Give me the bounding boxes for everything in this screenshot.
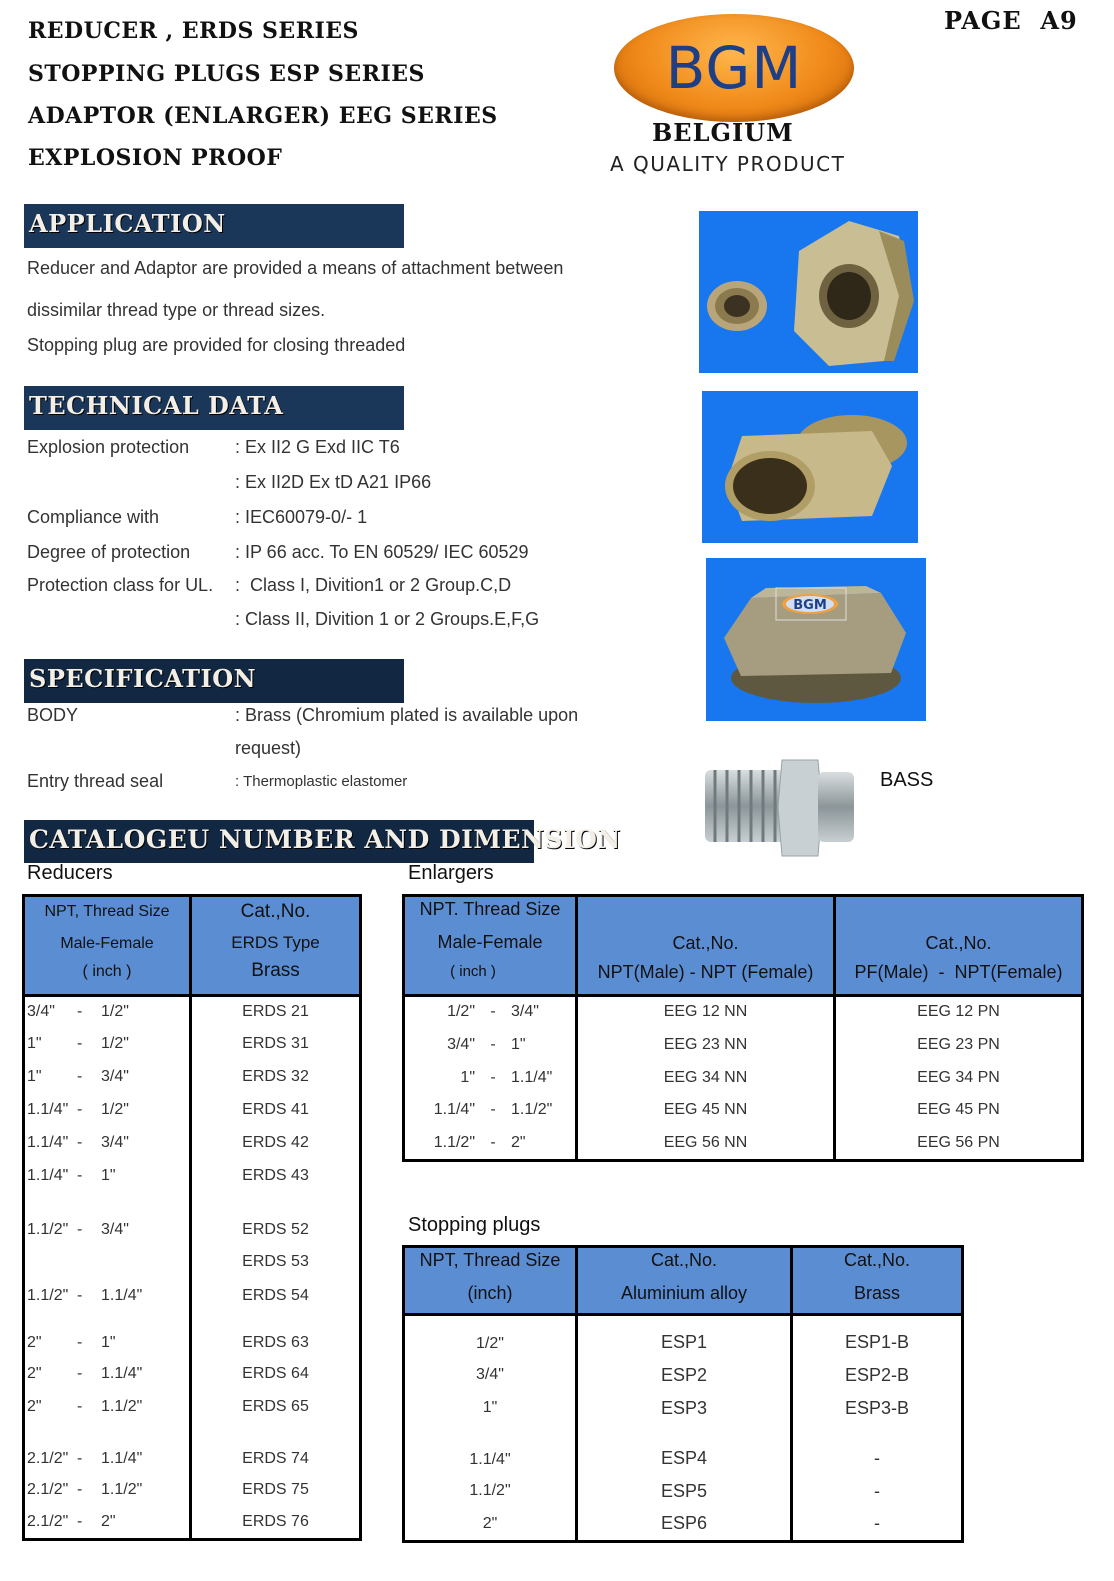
tech-label: Protection class for UL. [27,575,214,595]
header-line: Male-Female [437,932,543,952]
male-size: 1.1/2" [27,1220,69,1238]
header-line: PF(Male) - NPT(Female) [854,962,1063,982]
cat-number-brass: - [874,1447,880,1468]
male-size: 1.1/2" [27,1286,69,1304]
cat-number: ERDS 74 [242,1449,309,1467]
plug-size: 1" [482,1399,498,1416]
cat-number-alu: ESP3 [660,1397,708,1418]
size-cell [405,1069,575,1087]
reducer-row [24,1127,361,1160]
female-size: 1/2" [101,1101,129,1118]
application-heading: APPLICATION [24,204,404,248]
female-size: 3/4" [511,1003,539,1021]
plug-row [404,1425,963,1475]
reducer-row [24,1358,361,1391]
size-dash: - [490,1035,496,1053]
header-title-1: REDUCER , ERDS SERIES [28,18,359,44]
enlarger-row [404,1127,1083,1161]
cat-number-brass: ESP1-B [844,1331,910,1352]
specification-heading: SPECIFICATION [24,659,404,703]
cat-number-nn: EEG 34 NN [663,1068,748,1086]
header-line: Cat.,No. [650,1250,718,1270]
header-line: Cat.,No. [925,933,992,953]
size-cell [25,1134,189,1152]
stopping-plugs-table [402,1245,964,1543]
cat-number: ERDS 75 [242,1481,309,1498]
size-cell [25,1287,189,1305]
plug-row [404,1475,963,1508]
stopping-plugs-title: Stopping plugs [408,1214,541,1236]
bass-fitting-illustration [700,752,860,862]
header-line: ( inch ) [82,963,132,980]
enlargers-header-nn [577,896,835,996]
cat-number-nn: EEG 56 NN [663,1133,748,1151]
tech-value: : Ex II2 G Exd IIC T6 [235,437,400,457]
size-cell [25,1398,189,1416]
plug-size: 2" [482,1514,498,1532]
cat-number: ERDS 41 [242,1101,309,1118]
male-size: 2.1/2" [27,1449,69,1467]
size-cell [405,1134,575,1152]
header-title-3: ADAPTOR (ENLARGER) EEG SERIES [28,103,498,129]
female-size: 3/4" [101,1220,129,1238]
spec-label: BODY [27,705,79,725]
size-dash: - [490,1068,496,1086]
size-cell [25,1365,189,1383]
size-cell [405,1101,575,1119]
size-dash: - [77,1398,83,1415]
spec-value-cont: request) [235,738,302,758]
female-size: 2" [511,1133,526,1151]
tech-label: Compliance with [27,507,160,527]
application-line-2: dissimilar thread type or thread sizes. [27,300,326,320]
application-line-3: Stopping plug are provided for closing threaded [27,335,406,355]
male-size: 1.1/2" [433,1133,475,1151]
female-size: 3/4" [101,1068,129,1085]
male-size: 1.1/4" [27,1167,69,1184]
header-line: NPT(Male) - NPT (Female) [597,962,814,982]
plug-size: 3/4" [476,1366,504,1383]
header-line: Male-Female [60,935,154,952]
tech-label: Explosion protection [27,437,190,457]
size-cell [25,1167,189,1185]
size-dash: - [77,1333,83,1351]
size-dash: - [77,1481,83,1498]
female-size: 3/4" [101,1134,129,1151]
plug-size: 1/2" [476,1334,504,1352]
plug-size: 1.1/2" [469,1482,511,1499]
size-dash: - [490,1101,496,1118]
cat-number: ERDS 52 [242,1220,309,1238]
cat-number-brass: - [874,1513,880,1534]
cat-number: ERDS 21 [242,1003,309,1021]
size-cell [25,1481,189,1499]
large-reducer [794,221,914,366]
reducer-row [24,1061,361,1094]
size-dash: - [490,1133,496,1151]
stopping-plug-photo [706,558,926,721]
female-size: 1.1/2" [511,1101,553,1118]
cat-number-pn: EEG 56 PN [917,1133,1000,1151]
male-size: 3/4" [27,1003,55,1021]
size-dash: - [77,1167,83,1184]
tech-value: : IP 66 acc. To EN 60529/ IEC 60529 [235,542,529,562]
plugs-header-size [404,1247,577,1315]
size-cell [25,1003,189,1021]
cat-number-pn: EEG 45 PN [917,1101,1000,1118]
plugs-header-brass [792,1247,963,1315]
tech-label: Degree of protection [27,542,191,562]
size-dash: - [77,1003,83,1021]
female-size: 1.1/4" [101,1286,143,1304]
cat-number-alu: ESP6 [660,1513,708,1534]
size-dash: - [77,1101,83,1118]
reducers-title: Reducers [27,862,113,884]
size-dash: - [77,1513,83,1531]
female-size: 2" [101,1513,116,1531]
reducer-row [24,1028,361,1061]
bass-fitting-photo [700,752,860,862]
male-size: 1" [27,1068,42,1085]
size-cell [25,1035,189,1053]
female-size: 1/2" [101,1035,129,1052]
reducer-row [24,1094,361,1127]
cat-number: ERDS 53 [242,1252,309,1270]
header-line: NPT, Thread Size [44,903,170,920]
header-line: NPT, Thread Size [419,1250,561,1270]
enlargers-table [402,894,1084,1162]
male-size: 1.1/4" [27,1134,69,1151]
header-line: Cat.,No. [240,901,311,922]
size-cell [25,1450,189,1468]
male-size: 1" [27,1035,42,1052]
male-size: 2" [27,1333,42,1351]
cat-number-alu: ESP1 [660,1331,708,1352]
cat-number: ERDS 54 [242,1286,309,1304]
plug-row [404,1315,963,1359]
plug-logo-text: BGM [793,598,827,613]
page-number: PAGE A9 [944,6,1078,35]
male-size: 1.1/4" [27,1101,69,1118]
cat-number-alu: ESP5 [660,1480,708,1501]
header-line: (inch) [467,1283,513,1303]
cat-number-nn: EEG 23 NN [663,1035,748,1053]
male-size: 1/2" [447,1003,475,1021]
cat-number-pn: EEG 23 PN [917,1035,1000,1053]
female-size: 1.1/4" [101,1449,143,1467]
logo-country: BELGIUM [652,118,794,147]
cat-number: ERDS 43 [242,1167,309,1184]
cat-number: ERDS 64 [242,1365,309,1382]
size-dash: - [77,1220,83,1238]
spec-label: Entry thread seal [27,771,164,791]
spec-value: : Thermoplastic elastomer [235,773,408,790]
cat-number-brass: - [874,1480,880,1501]
male-size: 2" [27,1398,42,1415]
catalogue-heading: CATALOGEU NUMBER AND DIMENSION [24,820,534,863]
reducer-row [24,1507,361,1540]
enlarger-row [404,1028,1083,1062]
reducers-table [22,894,362,1541]
size-dash: - [77,1068,83,1085]
reducer-row [24,996,361,1028]
male-size: 2.1/2" [27,1481,69,1498]
header-line: Cat.,No. [672,933,739,953]
tech-value: : Class II, Divition 1 or 2 Groups.E,F,G [235,609,540,629]
female-size: 1" [101,1333,116,1351]
plug-size: 1.1/4" [469,1450,511,1468]
header-line: Aluminium alloy [620,1283,748,1303]
plug-row [404,1359,963,1392]
cat-number: ERDS 63 [242,1333,309,1351]
cat-number-nn: EEG 12 NN [663,1003,748,1021]
female-size: 1.1/4" [511,1068,553,1086]
size-dash: - [490,1003,496,1021]
cat-number: ERDS 42 [242,1134,309,1151]
cat-number-alu: ESP4 [660,1447,708,1468]
bgm-logo [606,10,866,200]
enlarger-row [404,996,1083,1028]
reducer-row [24,1424,361,1474]
enlarger-illustration [702,391,918,543]
cat-number-alu: ESP2 [660,1364,708,1385]
enlarger-row [404,1094,1083,1127]
size-cell [405,1003,575,1021]
size-cell [25,1068,189,1086]
cat-number: ERDS 76 [242,1513,309,1531]
reducer-row [24,1313,361,1358]
male-size: 1" [460,1068,475,1086]
header-title-2: STOPPING PLUGS ESP SERIES [28,61,425,87]
size-dash: - [77,1035,83,1052]
cat-number-brass: ESP2-B [844,1364,910,1385]
technical-heading: TECHNICAL DATA [24,386,404,430]
cat-number: ERDS 31 [242,1035,309,1052]
size-cell [25,1101,189,1119]
reducer-row [24,1279,361,1313]
header-line: ( inch ) [450,963,496,980]
logo-tagline: A QUALITY PRODUCT [610,152,846,176]
reducer-photo [699,211,918,373]
size-cell [25,1221,189,1239]
tech-value: : Ex II2D Ex tD A21 IP66 [235,472,432,492]
header-title-4: EXPLOSION PROOF [28,145,283,171]
reducers-header-size [24,896,191,996]
stopping-plug-illustration [706,558,926,721]
header-line: Cat.,No. [843,1250,911,1270]
reducer-row [24,1193,361,1245]
size-cell [25,1513,189,1531]
size-cell [405,1036,575,1054]
male-size: 3/4" [447,1035,475,1053]
cat-number-pn: EEG 34 PN [917,1068,1000,1086]
bass-label: BASS [880,769,934,791]
female-size: 1.1/2" [101,1398,143,1415]
size-dash: - [77,1286,83,1304]
female-size: 1" [511,1035,526,1053]
application-line-1: Reducer and Adaptor are provided a means of attachment between [27,258,564,278]
cat-number: ERDS 32 [242,1068,309,1085]
tech-value: : Class I, Divition1 or 2 Group.C,D [235,575,512,595]
header-line: Brass [853,1283,900,1303]
enlargers-header-size [404,896,577,996]
small-reducer [707,281,767,331]
male-size: 1.1/4" [433,1101,475,1118]
plug-row [404,1508,963,1542]
female-size: 1" [101,1167,116,1184]
size-dash: - [77,1365,83,1382]
female-size: 1/2" [101,1003,129,1021]
male-size: 2" [27,1365,42,1382]
plug-row [404,1392,963,1425]
size-cell [25,1334,189,1352]
reducer-row [24,1391,361,1424]
female-size: 1.1/4" [101,1365,143,1382]
size-dash: - [77,1134,83,1151]
cat-number: ERDS 65 [242,1398,309,1415]
enlargers-title: Enlargers [408,862,494,884]
reducers-header-cat [191,896,361,996]
cat-number-nn: EEG 45 NN [663,1101,748,1118]
size-dash: - [77,1449,83,1467]
reducer-illustration [699,211,918,373]
plugs-header-alu [577,1247,792,1315]
reducer-row [24,1474,361,1507]
spec-value: : Brass (Chromium plated is available upon [235,705,579,725]
header-line: NPT. Thread Size [419,899,561,919]
tech-value: : IEC60079-0/- 1 [235,507,368,527]
cat-number-pn: EEG 12 PN [917,1003,1000,1021]
reducer-row [24,1160,361,1193]
header-line: ERDS Type [231,933,320,952]
logo-brand: BGM [665,34,803,102]
enlargers-header-pn [835,896,1083,996]
cat-number-brass: ESP3-B [844,1397,910,1418]
female-size: 1.1/2" [101,1481,143,1498]
header-line: Brass [251,960,300,981]
male-size: 2.1/2" [27,1513,69,1531]
enlarger-photo [702,391,918,543]
logo-oval [614,14,854,122]
reducer-row [24,1245,361,1279]
enlarger-row [404,1062,1083,1094]
